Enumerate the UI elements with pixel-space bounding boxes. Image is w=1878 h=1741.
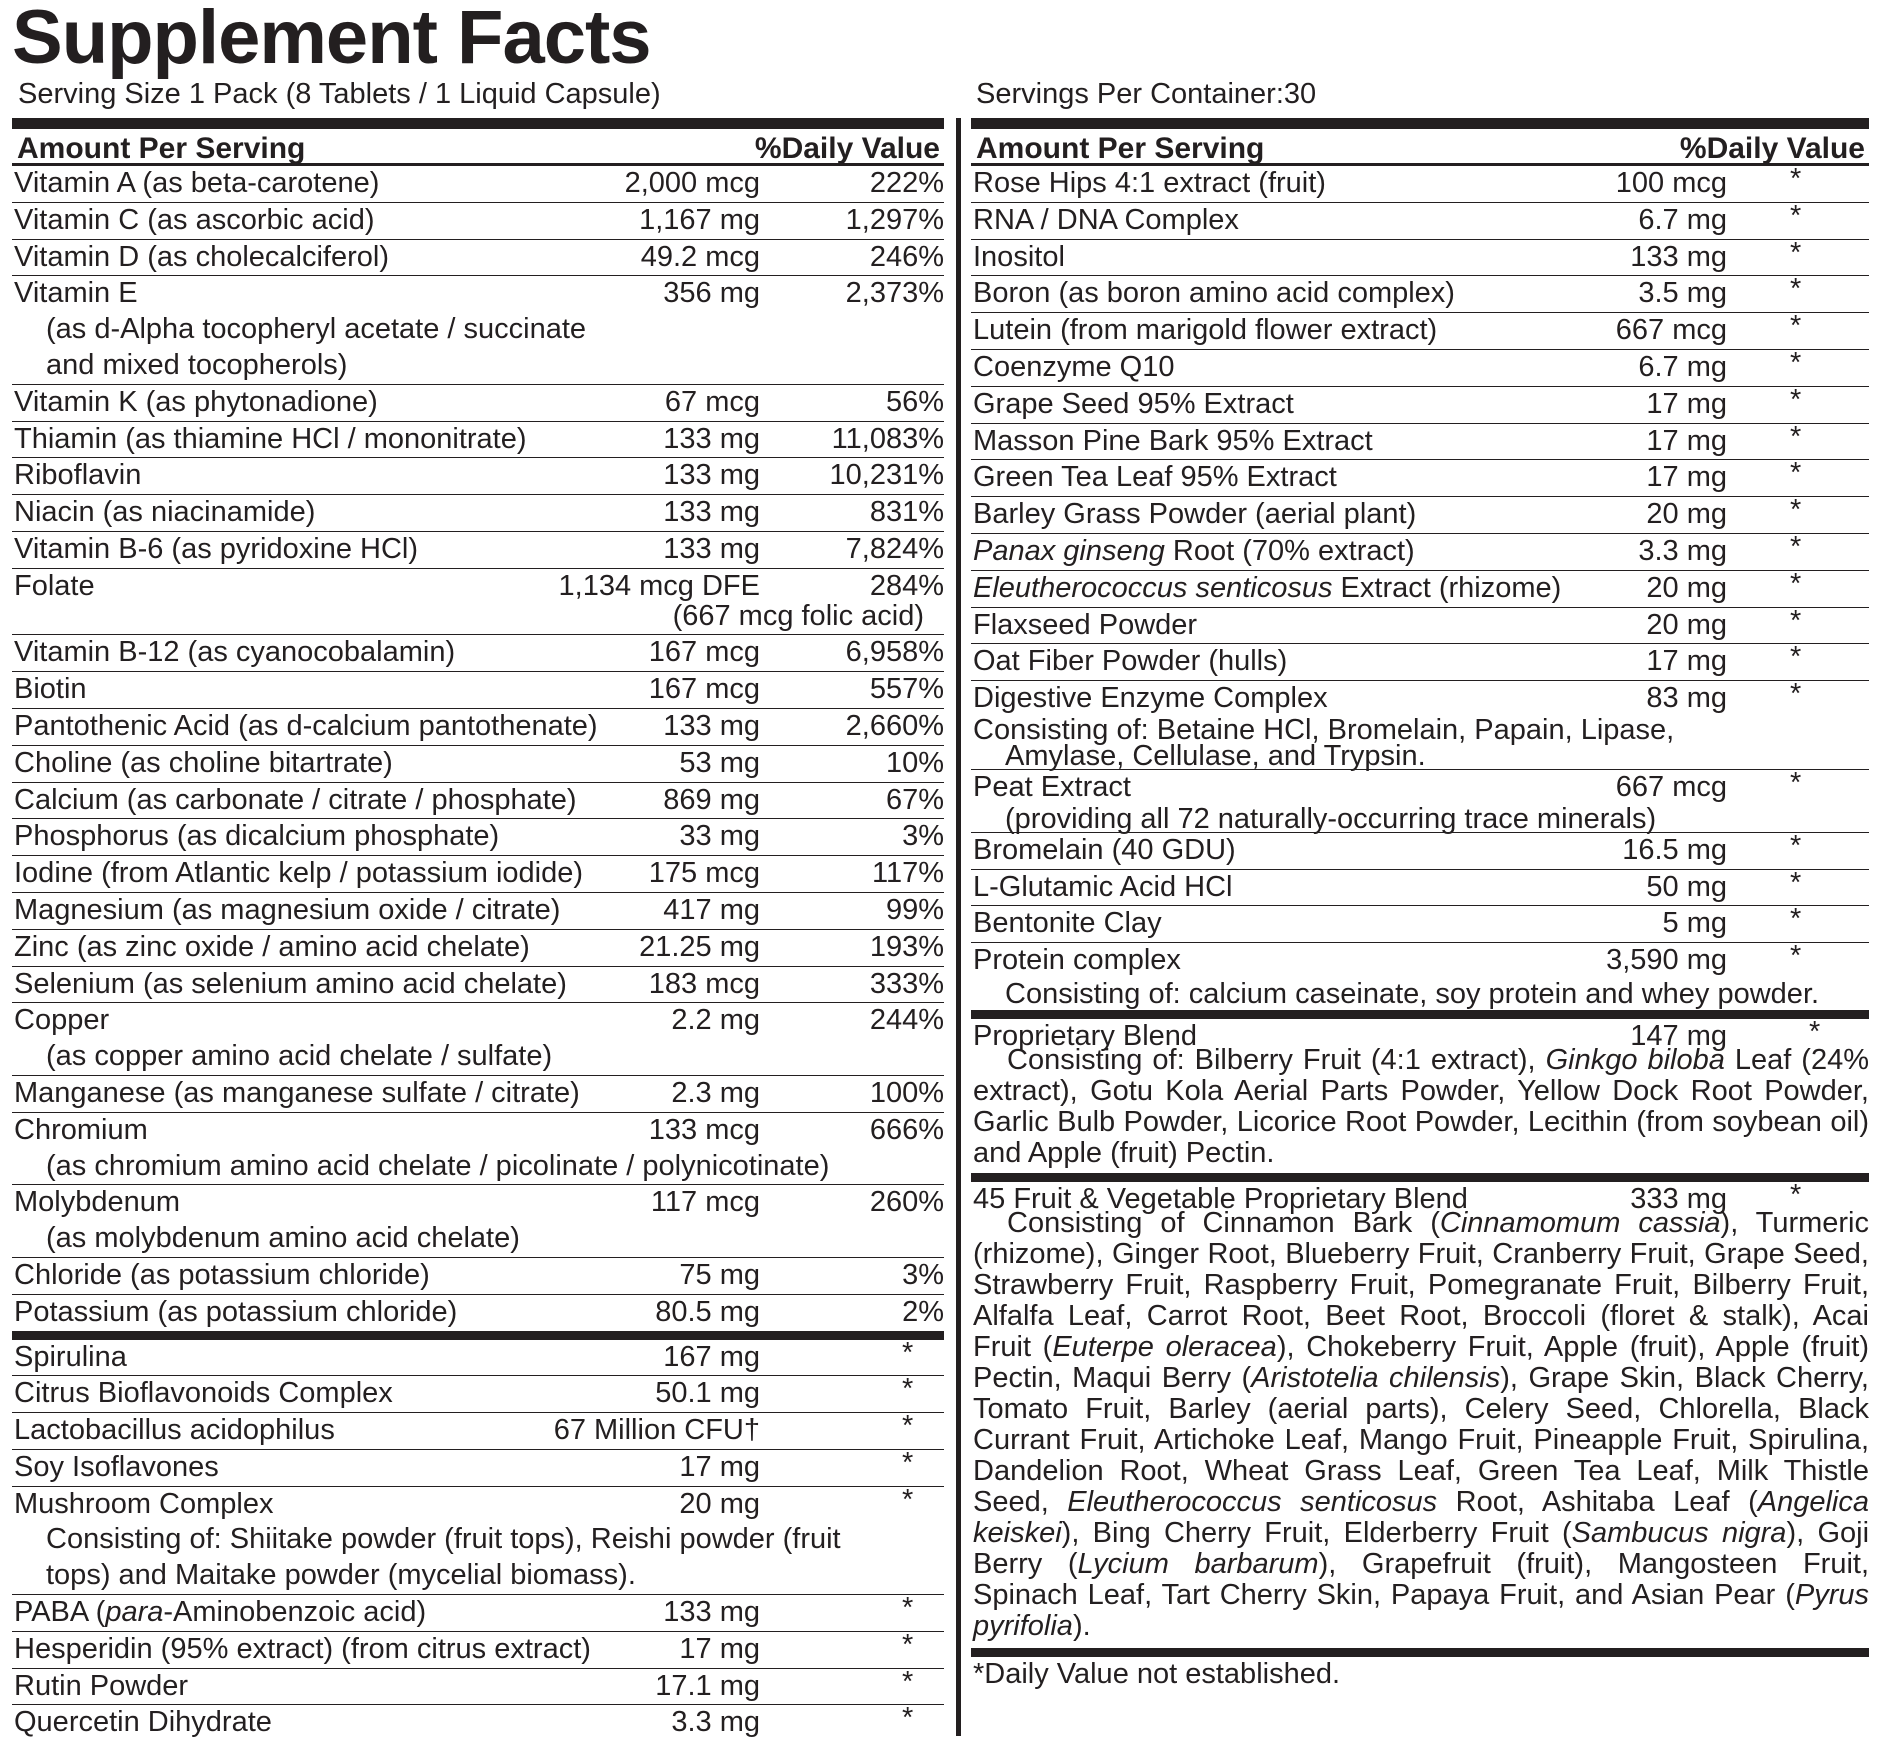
ingredient-row xyxy=(12,745,944,782)
ingredient-amount: 1,134 mcg DFE xyxy=(558,569,760,602)
ingredient-name: L-Glutamic Acid HCl xyxy=(973,870,1233,903)
ingredient-amount: 333 mg xyxy=(1630,1182,1727,1215)
ingredient-row xyxy=(971,163,1869,202)
right-column xyxy=(971,118,1869,1692)
ingredient-row xyxy=(971,530,1869,570)
ingredient-name-italic: Panax ginseng xyxy=(973,534,1165,567)
ingredient-row xyxy=(12,1375,944,1412)
ingredient-name: Panax ginseng Root (70% extract) xyxy=(973,534,1415,567)
ingredient-dv: 117% xyxy=(871,857,944,890)
ingredient-name: PABA (para-Aminobenzoic acid) xyxy=(14,1596,427,1629)
ingredient-amount: 17 mg xyxy=(679,1450,760,1483)
ingredient-row xyxy=(12,855,944,892)
ingredient-row xyxy=(971,383,1869,423)
ingredient-amount: 16.5 mg xyxy=(1622,833,1727,866)
ingredient-amount: 1,167 mg xyxy=(639,203,760,236)
ingredient-name: Molybdenum xyxy=(14,1186,181,1219)
ingredient-name: Spirulina xyxy=(14,1340,127,1373)
ingredient-amount: 117 mcg xyxy=(650,1186,760,1219)
daily-value-header: %Daily Value xyxy=(1679,132,1865,165)
ingredient-name: Vitamin A (as beta-carotene) xyxy=(14,167,380,199)
ingredient-amount: 133 mg xyxy=(1630,240,1727,273)
ingredient-name: Hesperidin (95% extract) (from citrus extract) xyxy=(14,1632,591,1665)
ingredient-detail: Amylase, Cellulase, and Trypsin. xyxy=(1005,739,1426,772)
ingredient-amount: 17 mg xyxy=(1646,424,1727,457)
ingredient-dv: * xyxy=(902,1446,914,1479)
ingredient-amount: 167 mcg xyxy=(648,636,760,669)
ingredient-name-italic: Eleutherococcus senticosus xyxy=(973,571,1333,604)
ingredient-row xyxy=(12,929,944,966)
ingredient-amount: 133 mg xyxy=(663,496,760,529)
ingredient-amount: 133 mg xyxy=(663,422,760,455)
proprietary-blend xyxy=(971,1010,1869,1173)
ingredient-name: Copper xyxy=(14,1004,110,1037)
ingredient-name: Folate xyxy=(14,569,95,602)
ingredient-dv: * xyxy=(1790,236,1802,269)
ingredient-name: Thiamin (as thiamine HCl / mononitrate) xyxy=(14,422,527,455)
ingredient-amount: 33 mg xyxy=(679,820,760,853)
ingredient-amount: 21.25 mg xyxy=(639,930,760,963)
ingredient-amount: 6.7 mg xyxy=(1638,203,1727,236)
ingredient-row xyxy=(12,1112,944,1185)
panel-title: Supplement Facts xyxy=(12,0,651,80)
amount-per-serving-header: Amount Per Serving xyxy=(976,132,1265,165)
ingredient-row xyxy=(971,604,1869,644)
ingredient-row xyxy=(971,678,1869,772)
left-column xyxy=(12,118,944,1741)
ingredient-dv: 284% xyxy=(869,569,944,602)
ingredient-amount: 167 mg xyxy=(663,1340,760,1373)
ingredient-name: Green Tea Leaf 95% Extract xyxy=(973,461,1337,494)
ingredient-row xyxy=(12,818,944,855)
ingredient-row xyxy=(12,384,944,421)
ingredient-name: Riboflavin xyxy=(14,459,142,492)
left-vitamin-list xyxy=(12,166,944,1331)
ingredient-amount: 17 mg xyxy=(679,1632,760,1665)
footnote: *Daily Value not established. xyxy=(971,1648,1869,1693)
ingredient-dv: 99% xyxy=(885,893,944,926)
ingredient-dv: 3% xyxy=(902,1258,944,1291)
ingredient-row xyxy=(12,1075,944,1112)
ingredient-name: Soy Isoflavones xyxy=(14,1450,219,1483)
ingredient-amount: 356 mg xyxy=(663,277,760,310)
ingredient-amount: 417 mg xyxy=(663,893,760,926)
ingredient-name: Calcium (as carbonate / citrate / phosphate) xyxy=(14,783,577,816)
ingredient-row xyxy=(12,708,944,745)
ingredient-dv: 193% xyxy=(869,930,944,963)
ingredient-row xyxy=(971,236,1869,276)
ingredient-row xyxy=(12,1665,944,1705)
ingredient-name: Rose Hips 4:1 extract (fruit) xyxy=(973,167,1326,199)
ingredient-name: Barley Grass Powder (aerial plant) xyxy=(973,498,1417,531)
ingredient-name: Lutein (from marigold flower extract) xyxy=(973,314,1438,347)
ingredient-name: Chloride (as potassium chloride) xyxy=(14,1258,430,1291)
ingredient-dv: 666% xyxy=(869,1113,944,1146)
ingredient-row xyxy=(971,905,1869,942)
ingredient-amount: 49.2 mcg xyxy=(640,240,760,273)
ingredient-dv: * xyxy=(902,1410,914,1443)
ingredient-name: Mushroom Complex xyxy=(14,1487,274,1520)
proprietary-blend-description: Consisting of: Bilberry Fruit (4:1 extract), Ginkgo biloba Leaf (24% extract), Gotu Kola Aerial Parts Powder, Yellow Dock Root Powder, Garlic Bulb Powder, Licorice Root Powder, Lecithin (from soybean oil) and Apple (fruit) Pectin. xyxy=(973,1043,1869,1169)
right-ingredient-list xyxy=(971,163,1869,1010)
ingredient-amount: 20 mg xyxy=(679,1487,760,1520)
ingredient-name: Eleutherococcus senticosus Extract (rhizome) xyxy=(973,571,1562,604)
ingredient-dv: 10% xyxy=(885,746,944,779)
ingredient-name: Flaxseed Powder xyxy=(973,608,1198,641)
ingredient-row xyxy=(971,866,1869,906)
ingredient-name: Quercetin Dihydrate xyxy=(14,1706,272,1739)
ingredient-name: Protein complex xyxy=(973,944,1181,977)
ingredient-row xyxy=(12,1412,944,1449)
ingredient-row xyxy=(971,567,1869,607)
ingredient-detail: (providing all 72 naturally-occurring trace minerals) xyxy=(1005,802,1657,835)
ingredient-amount: 3.3 mg xyxy=(1638,534,1727,567)
ingredient-dv: * xyxy=(902,1336,914,1369)
ingredient-name: Vitamin K (as phytonadione) xyxy=(14,385,378,418)
ingredient-row xyxy=(12,782,944,819)
ingredient-amount: 2.3 mg xyxy=(671,1076,760,1109)
ingredient-amount: 20 mg xyxy=(1646,498,1727,531)
ingredient-detail: (as molybdenum amino acid chelate) xyxy=(46,1222,520,1255)
ingredient-name: Zinc (as zinc oxide / amino acid chelate) xyxy=(14,930,530,963)
ingredient-dv: 3% xyxy=(902,820,944,853)
ingredient-name: Peat Extract xyxy=(973,770,1131,803)
ingredient-name: Potassium (as potassium chloride) xyxy=(14,1295,458,1328)
ingredient-amount: 175 mcg xyxy=(648,857,760,890)
ingredient-row xyxy=(12,166,944,202)
ingredient-dv: * xyxy=(1790,163,1802,195)
ingredient-name: Choline (as choline bitartrate) xyxy=(14,746,393,779)
ingredient-name: Vitamin C (as ascorbic acid) xyxy=(14,203,375,236)
servings-per-container: Servings Per Container:30 xyxy=(976,78,1317,110)
ingredient-amount: 20 mg xyxy=(1646,571,1727,604)
ingredient-row xyxy=(971,942,1869,1010)
ingredient-dv: * xyxy=(1790,273,1802,306)
ingredient-amount-note: (667 mcg folic acid) xyxy=(672,599,924,632)
ingredient-amount: 17 mg xyxy=(1646,387,1727,420)
ingredient-name: Niacin (as niacinamide) xyxy=(14,496,316,529)
ingredient-row xyxy=(12,275,944,383)
ingredient-dv: * xyxy=(902,1373,914,1406)
left-header xyxy=(12,118,944,166)
ingredient-name: 45 Fruit & Vegetable Proprietary Blend xyxy=(973,1182,1468,1215)
ingredient-row xyxy=(12,634,944,671)
ingredient-name: Boron (as boron amino acid complex) xyxy=(973,277,1455,310)
ingredient-row xyxy=(12,892,944,929)
ingredient-dv: 1,297% xyxy=(845,203,944,236)
ingredient-row xyxy=(971,829,1869,869)
ingredient-dv: 222% xyxy=(869,167,944,199)
ingredient-name: Magnesium (as magnesium oxide / citrate) xyxy=(14,893,561,926)
ingredient-dv: * xyxy=(1790,457,1802,490)
ingredient-name: Digestive Enzyme Complex xyxy=(973,682,1328,715)
ingredient-dv: 11,083% xyxy=(831,422,944,455)
ingredient-name: Citrus Bioflavonoids Complex xyxy=(14,1377,393,1410)
right-header xyxy=(971,118,1869,166)
ingredient-dv: * xyxy=(1790,420,1802,453)
ingredient-amount: 3.3 mg xyxy=(671,1706,760,1739)
ingredient-name: Coenzyme Q10 xyxy=(973,350,1175,383)
ingredient-amount: 67 mcg xyxy=(664,385,760,418)
ingredient-row xyxy=(12,202,944,239)
amount-per-serving-header: Amount Per Serving xyxy=(17,132,306,165)
ingredient-detail: and mixed tocopherols) xyxy=(46,348,348,381)
ingredient-row xyxy=(971,643,1869,680)
ingredient-dv: * xyxy=(902,1592,914,1625)
ingredient-dv: 246% xyxy=(869,240,944,273)
ingredient-name: Masson Pine Bark 95% Extract xyxy=(973,424,1373,457)
ingredient-dv: * xyxy=(902,1628,914,1661)
ingredient-dv: * xyxy=(1790,678,1802,711)
fruit-blend-description: Consisting of Cinnamon Bark (Cinnamomum cassia), Turmeric (rhizome), Ginger Root, Blueberry Fruit, Cranberry Fruit, Grape Seed, Strawberry Fruit, Raspberry Fruit, Pomegranate Fruit, Bilberry Fruit, Alfalfa Leaf, Carrot Root, Beet Root, Broccoli (floret & stalk), Acai Fruit (Euterpe oleracea), Chokeberry Fruit, Apple (fruit), Apple (fruit) Pectin, Maqui Berry (Aristotelia chilensis), Grape Skin, Black Cherry, Tomato Fruit, Barley (aerial parts), Celery Seed, Chlorella, Black Currant Fruit, Artichoke Leaf, Mango Fruit, Pineapple Fruit, Spirulina, Dandelion Root, Wheat Grass Leaf, Green Tea Leaf, Milk Thistle Seed, Eleutherococcus senticosus Root, Ashitaba Leaf (Angelica keiskei), Bing Cherry Fruit, Elderberry Fruit (Sambucus nigra), Goji Berry (Lycium barbarum), Grapefruit (fruit), Mangosteen Fruit, Spinach Leaf, Tart Cherry Skin, Papaya Fruit, and Asian Pear (Pyrus pyrifolia). xyxy=(973,1206,1870,1642)
ingredient-dv: * xyxy=(1809,1015,1821,1048)
ingredient-name: Inositol xyxy=(973,240,1065,273)
ingredient-row xyxy=(12,531,944,568)
ingredient-row xyxy=(12,1446,944,1486)
ingredient-dv: * xyxy=(1790,310,1802,343)
ingredient-dv: 260% xyxy=(869,1186,944,1219)
ingredient-row xyxy=(12,966,944,1003)
ingredient-name: Proprietary Blend xyxy=(973,1019,1198,1052)
ingredient-amount: 83 mg xyxy=(1646,682,1727,715)
ingredient-detail: (as copper amino acid chelate / sulfate) xyxy=(46,1040,553,1073)
ingredient-detail: (as chromium amino acid chelate / picolinate / polynicotinate) xyxy=(46,1149,830,1182)
ingredient-amount: 2.2 mg xyxy=(671,1004,760,1037)
ingredient-amount: 67 Million CFU† xyxy=(553,1414,760,1447)
ingredient-name: Grape Seed 95% Extract xyxy=(973,387,1294,420)
ingredient-row xyxy=(12,239,944,276)
ingredient-row xyxy=(971,496,1869,533)
ingredient-name: Vitamin B-12 (as cyanocobalamin) xyxy=(14,636,456,669)
ingredient-amount: 6.7 mg xyxy=(1638,350,1727,383)
ingredient-dv: 2,373% xyxy=(845,277,944,310)
ingredient-amount: 133 mg xyxy=(663,459,760,492)
ingredient-amount: 869 mg xyxy=(663,783,760,816)
ingredient-row xyxy=(12,1257,944,1294)
ingredient-detail: Consisting of: calcium caseinate, soy protein and whey powder. xyxy=(1005,977,1820,1010)
ingredient-dv: 2% xyxy=(902,1295,944,1328)
ingredient-row xyxy=(12,1331,944,1376)
ingredient-name: Iodine (from Atlantic kelp / potassium iodide) xyxy=(14,857,583,890)
ingredient-amount: 133 mg xyxy=(663,1596,760,1629)
ingredient-amount: 133 mg xyxy=(663,709,760,742)
ingredient-dv: * xyxy=(902,1483,914,1516)
ingredient-dv: * xyxy=(1790,567,1802,600)
ingredient-amount: 75 mg xyxy=(679,1258,760,1291)
ingredient-dv: 831% xyxy=(869,496,944,529)
column-divider xyxy=(956,118,961,1736)
ingredient-detail: (as d-Alpha tocopheryl acetate / succinate xyxy=(46,313,587,346)
ingredient-row xyxy=(971,766,1869,835)
ingredient-amount: 50 mg xyxy=(1646,870,1727,903)
ingredient-row xyxy=(12,671,944,708)
ingredient-detail: tops) and Maitake powder (mycelial biomass). xyxy=(46,1559,636,1592)
ingredient-amount: 17.1 mg xyxy=(655,1669,760,1702)
ingredient-amount: 3.5 mg xyxy=(1638,277,1727,310)
ingredient-name: Oat Fiber Powder (hulls) xyxy=(973,645,1288,678)
ingredient-amount: 667 mcg xyxy=(1615,314,1727,347)
ingredient-name: Pantothenic Acid (as d-calcium pantothenate) xyxy=(14,709,598,742)
ingredient-row xyxy=(12,421,944,458)
ingredient-dv: 67% xyxy=(885,783,944,816)
ingredient-name: RNA / DNA Complex xyxy=(973,203,1239,236)
ingredient-row xyxy=(971,275,1869,312)
ingredient-row xyxy=(12,1002,944,1075)
ingredient-amount: 20 mg xyxy=(1646,608,1727,641)
ingredient-row xyxy=(12,1704,944,1741)
ingredient-dv: 6,958% xyxy=(845,636,944,669)
ingredient-amount: 17 mg xyxy=(1646,461,1727,494)
ingredient-dv: * xyxy=(902,1702,914,1735)
ingredient-amount: 100 mcg xyxy=(1615,167,1727,199)
ingredient-dv: 10,231% xyxy=(829,459,944,492)
ingredient-name: Biotin xyxy=(14,673,87,706)
ingredient-dv: * xyxy=(1790,199,1802,232)
ingredient-dv: * xyxy=(1790,866,1802,899)
ingredient-name: Rutin Powder xyxy=(14,1669,189,1702)
ingredient-amount: 80.5 mg xyxy=(655,1295,760,1328)
ingredient-detail: Consisting of: Betaine HCl, Bromelain, Papain, Lipase, xyxy=(973,713,1675,746)
ingredient-amount: 133 mcg xyxy=(648,1113,760,1146)
ingredient-amount: 17 mg xyxy=(1646,645,1727,678)
ingredient-row xyxy=(971,420,1869,460)
ingredient-amount: 133 mg xyxy=(663,532,760,565)
fruit-vegetable-blend xyxy=(971,1173,1869,1648)
ingredient-name: Phosphorus (as dicalcium phosphate) xyxy=(14,820,500,853)
ingredient-row xyxy=(971,312,1869,349)
ingredient-row xyxy=(971,459,1869,496)
ingredient-dv: * xyxy=(1790,940,1802,973)
ingredient-name: Vitamin B-6 (as pyridoxine HCl) xyxy=(14,532,418,565)
ingredient-name: Lactobacillus acidophilus xyxy=(14,1414,335,1447)
ingredient-row xyxy=(971,346,1869,386)
ingredient-row xyxy=(12,494,944,531)
ingredient-name: Bromelain (40 GDU) xyxy=(973,833,1236,866)
ingredient-dv: * xyxy=(1790,530,1802,563)
ingredient-amount: 3,590 mg xyxy=(1606,944,1727,977)
ingredient-dv: 2,660% xyxy=(845,709,944,742)
ingredient-amount: 5 mg xyxy=(1662,907,1727,940)
ingredient-dv: 244% xyxy=(869,1004,944,1037)
daily-value-header: %Daily Value xyxy=(754,132,940,165)
ingredient-name: Chromium xyxy=(14,1113,148,1146)
ingredient-amount: 147 mg xyxy=(1630,1019,1727,1052)
ingredient-amount: 667 mcg xyxy=(1615,770,1727,803)
ingredient-dv: * xyxy=(1790,346,1802,379)
ingredient-amount: 50.1 mg xyxy=(655,1377,760,1410)
ingredient-name: Vitamin E xyxy=(14,277,138,310)
ingredient-dv: * xyxy=(902,1665,914,1698)
ingredient-dv: 100% xyxy=(869,1076,944,1109)
ingredient-dv: * xyxy=(1790,494,1802,527)
ingredient-dv: 56% xyxy=(885,385,944,418)
ingredient-dv: * xyxy=(1790,1178,1802,1211)
ingredient-row xyxy=(12,1483,944,1594)
ingredient-dv: 7,824% xyxy=(845,532,944,565)
ingredient-row xyxy=(12,457,944,494)
ingredient-row xyxy=(12,568,944,635)
ingredient-name: Manganese (as manganese sulfate / citrate) xyxy=(14,1076,580,1109)
ingredient-amount: 2,000 mcg xyxy=(624,167,760,199)
ingredient-row xyxy=(12,1294,944,1331)
ingredient-row xyxy=(12,1184,944,1257)
serving-size: Serving Size 1 Pack (8 Tablets / 1 Liquid Capsule) xyxy=(18,78,661,110)
ingredient-dv: * xyxy=(1790,641,1802,674)
left-other-list xyxy=(12,1331,944,1741)
ingredient-row xyxy=(971,199,1869,239)
ingredient-name: Bentonite Clay xyxy=(973,907,1162,940)
ingredient-dv: * xyxy=(1790,903,1802,936)
ingredient-amount: 167 mcg xyxy=(648,673,760,706)
ingredient-amount: 53 mg xyxy=(679,746,760,779)
ingredient-detail: Consisting of: Shiitake powder (fruit tops), Reishi powder (fruit xyxy=(46,1523,841,1556)
ingredient-dv: * xyxy=(1790,383,1802,416)
ingredient-dv: 333% xyxy=(869,967,944,1000)
ingredient-dv: * xyxy=(1790,829,1802,862)
ingredient-dv: 557% xyxy=(869,673,944,706)
ingredient-name: Selenium (as selenium amino acid chelate) xyxy=(14,967,567,1000)
ingredient-row xyxy=(12,1628,944,1668)
ingredient-dv: * xyxy=(1790,766,1802,799)
ingredient-row xyxy=(12,1594,944,1631)
ingredient-name: Vitamin D (as cholecalciferol) xyxy=(14,240,389,273)
ingredient-dv: * xyxy=(1790,604,1802,637)
ingredient-name-italic: para xyxy=(105,1596,164,1629)
ingredient-amount: 183 mcg xyxy=(648,967,760,1000)
